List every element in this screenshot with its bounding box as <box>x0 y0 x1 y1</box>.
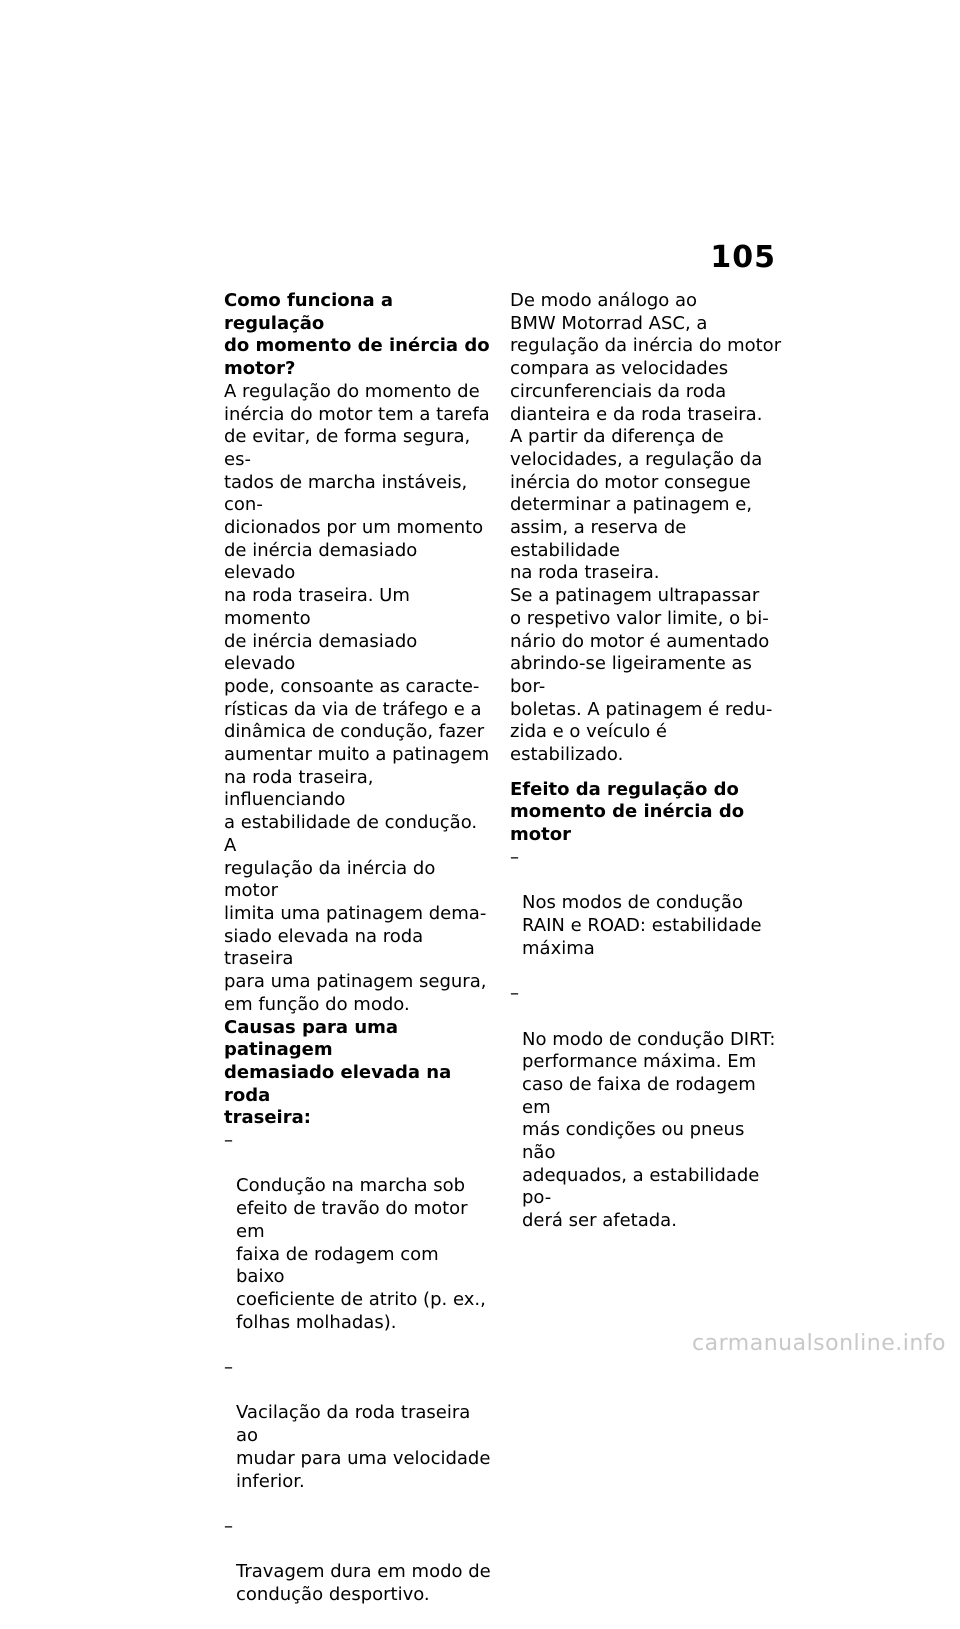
section-heading-effect: Efeito da regulação do momento de inércia do motor <box>510 778 745 846</box>
section-heading-causes: Causas para uma patinagem demasiado elevada na roda traseira: <box>224 1016 452 1129</box>
list-item <box>224 1357 492 1516</box>
dash-bullet: – <box>224 1130 233 1152</box>
page-number: 105 <box>710 240 776 275</box>
list-item <box>510 847 782 983</box>
list-item <box>224 1130 492 1357</box>
causes-list <box>224 1130 492 1629</box>
list-item-text: Vacilação da roda traseira ao mudar para uma velocidade inferior. <box>236 1402 491 1492</box>
paragraph-slip-limit: Se a patinagem ultrapassar o respetivo valor limite, o bi- nário do motor é aumentado abrindo-se ligeiramente as bor- boletas. A patinagem é redu- zida e o veículo é estabilizado. <box>510 585 773 766</box>
paragraph-asc-analogy: De modo análogo ao BMW Motorrad ASC, a regulação da inércia do motor compara as velocidades circunferenciais da roda dianteira e da roda traseira. <box>510 290 782 425</box>
section-heading-how-it-works: Como funciona a regulação do momento de inércia do motor? <box>224 290 490 380</box>
list-item-text: No modo de condução DIRT: performance máxima. Em caso de faixa de rodagem em más condições ou pneus não adequados, a estabilidade po- derá ser afetada. <box>522 1028 776 1232</box>
left-column <box>224 290 492 1629</box>
list-item-text: Travagem dura em modo de condução desportivo. <box>236 1561 491 1606</box>
watermark: carmanualsonline.info <box>692 1331 946 1356</box>
dash-bullet: – <box>224 1357 233 1379</box>
dash-bullet: – <box>224 1515 233 1537</box>
effects-list <box>510 847 782 1256</box>
list-item <box>224 1516 492 1629</box>
list-item <box>510 983 782 1255</box>
dash-bullet: – <box>510 983 519 1005</box>
right-column <box>510 290 782 1256</box>
list-item-text: Nos modos de condução RAIN e ROAD: estabilidade máxima <box>522 892 762 959</box>
dash-bullet: – <box>510 846 519 868</box>
paragraph-speed-difference: A partir da diferença de velocidades, a regulação da inércia do motor consegue determinar a patinagem e, assim, a reserva de estabilidade na roda traseira. <box>510 426 763 584</box>
list-item-text: Condução na marcha sob efeito de travão do motor em faixa de rodagem com baixo coeficiente de atrito (p. ex., folhas molhadas). <box>236 1175 486 1333</box>
paragraph-how-it-works: A regulação do momento de inércia do motor tem a tarefa de evitar, de forma segura, es- tados de marcha instáveis, con- dicionados por um momento de inércia demasiado elevado na roda traseira. Um momento de inércia demasiado elevado pode, consoante as caracte- rísticas da via de tráfego e a dinâmica de condução, fazer aumentar muito a patinagem na roda traseira, influenciando a estabilidade de condução. A regulação da inércia do motor limita uma patinagem dema- siado elevada na roda traseira para uma patinagem segura, em função do modo. <box>224 380 490 1015</box>
